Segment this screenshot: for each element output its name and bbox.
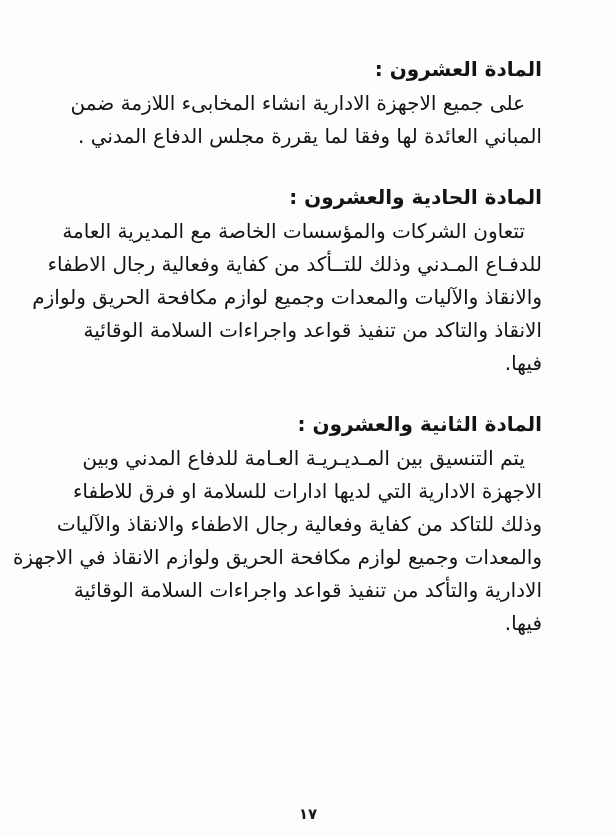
article-22-heading: المادة الثانية والعشرون :: [297, 412, 542, 436]
article-20-line-2: المباني العائدة لها وفقا لما يقررة مجلس الدفاع المدني .: [78, 124, 542, 148]
article-22-line-4: والمعدات وجميع لوازم مكافحة الحريق ولوازم الانقاذ في الاجهزة: [12, 545, 542, 569]
article-20-line-1: على جميع الاجهزة الادارية انشاء المخابىء اللازمة ضمن: [70, 91, 525, 115]
article-21-line-3: والانقاذ والآليات والمعدات وجميع لوازم مكافحة الحريق ولوازم: [32, 285, 542, 309]
article-21-line-2: للدفـاع المـدني وذلك للتــأكد من كفاية وفعالية رجال الاطفاء: [47, 252, 542, 276]
article-22-line-5: الادارية والتأكد من تنفيذ قواعد واجراءات السلامة الوقائية: [73, 578, 542, 602]
article-21-heading: المادة الحادية والعشرون :: [289, 185, 542, 209]
article-22-line-1: يتم التنسيق بين المـديـريـة العـامة للدفاع المدني وبين: [82, 446, 525, 470]
article-20-section: [70, 52, 542, 153]
article-21-line-4: الانقاذ والتاكد من تنفيذ قواعد واجراءات السلامة الوقائية: [83, 318, 542, 342]
article-22-line-6: فيها.: [504, 611, 542, 635]
article-22-line-3: وذلك للتاكد من كفاية وفعالية رجال الاطفاء والانقاذ والآليات: [56, 512, 542, 536]
article-21-line-5: فيها.: [504, 351, 542, 375]
article-22-section: [12, 407, 542, 640]
article-21-line-1: تتعاون الشركات والمؤسسات الخاصة مع المديرية العامة: [62, 219, 525, 243]
article-21-section: [32, 180, 542, 380]
article-22-line-2: الاجهزة الادارية التي لديها ادارات للسلامة او فرق للاطفاء: [73, 479, 542, 503]
page-number: ١٧: [298, 805, 318, 823]
article-20-heading: المادة العشرون :: [374, 57, 542, 81]
